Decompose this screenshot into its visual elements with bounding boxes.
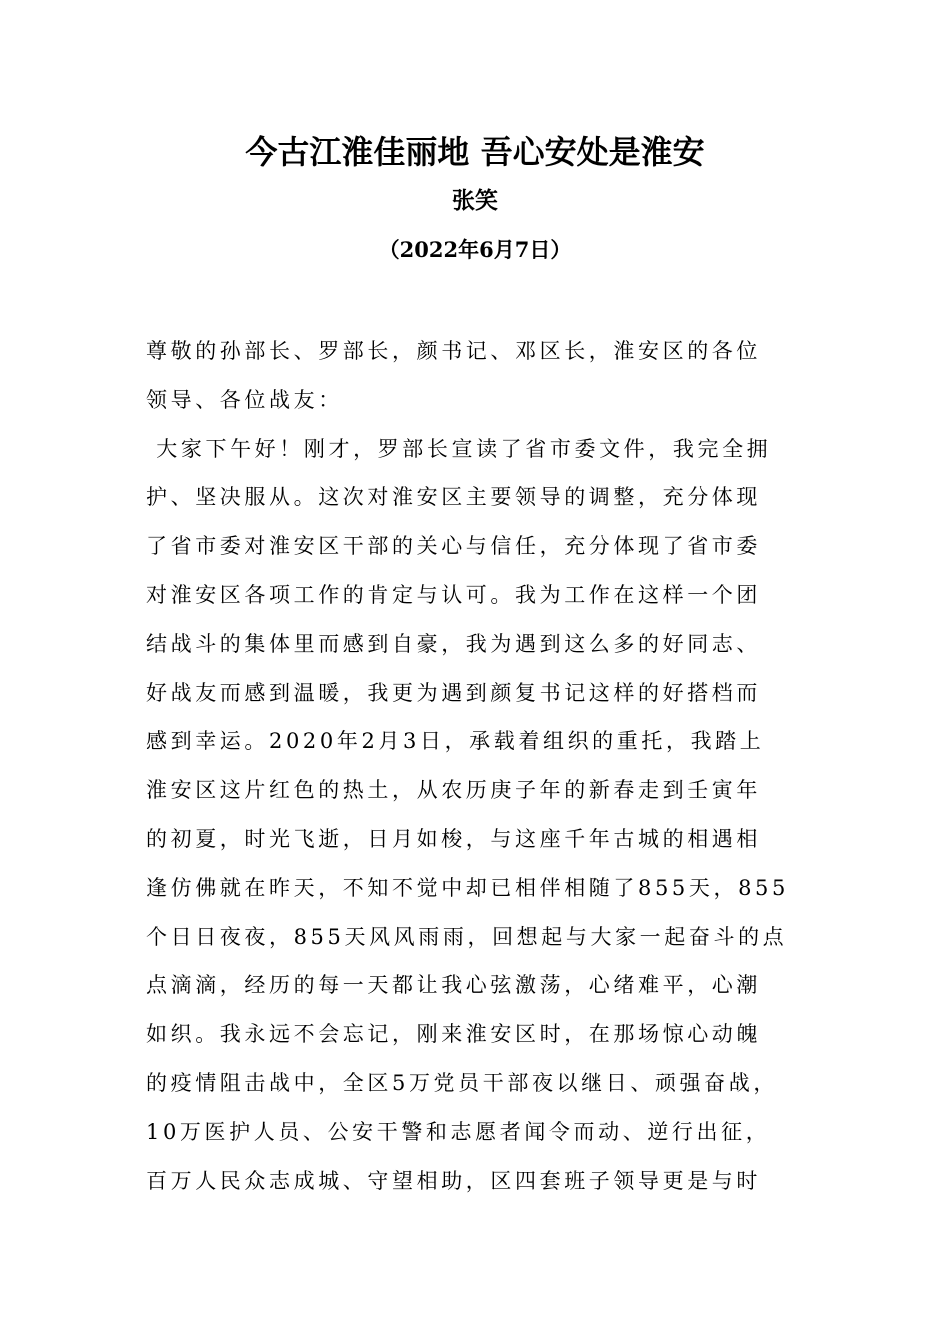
body-line: 感到幸运。2020年2月3日，承载着组织的重托，我踏上 (146, 729, 765, 754)
document-author: 张笑 (452, 188, 498, 214)
body-line: 淮安区这片红色的热土，从农历庚子年的新春走到壬寅年 (146, 778, 761, 803)
document-date: （2022年6月7日） (378, 237, 572, 262)
body-line: 大家下午好！刚才，罗部长宣读了省市委文件，我完全拥 (146, 436, 772, 461)
body-line: 的初夏，时光飞逝，日月如梭，与这座千年古城的相遇相 (146, 826, 761, 851)
body-line: 了省市委对淮安区干部的关心与信任，充分体现了省市委 (146, 534, 761, 559)
body-line: 如织。我永远不会忘记，刚来淮安区时，在那场惊心动魄 (146, 1022, 761, 1047)
document-body (146, 327, 812, 1205)
body-line: 领导、各位战友： (146, 387, 343, 412)
body-line: 对淮安区各项工作的肯定与认可。我为工作在这样一个团 (146, 582, 761, 607)
body-line: 结战斗的集体里而感到自豪，我为遇到这么多的好同志、 (146, 631, 761, 656)
body-line: 护、坚决服从。这次对淮安区主要领导的调整，充分体现 (146, 485, 761, 510)
body-line: 逢仿佛就在昨天，不知不觉中却已相伴相随了855天，855 (146, 875, 789, 900)
body-line: 点滴滴，经历的每一天都让我心弦激荡，心绪难平，心潮 (146, 973, 761, 998)
body-line: 尊敬的孙部长、罗部长，颜书记、邓区长，淮安区的各位 (146, 339, 761, 363)
body-line: 的疫情阻击战中，全区5万党员干部夜以继日、顽强奋战， (146, 1070, 778, 1095)
body-line: 10万医护人员、公安干警和志愿者闻令而动、逆行出征， (146, 1119, 771, 1144)
body-line: 个日日夜夜，855天风风雨雨，回想起与大家一起奋斗的点 (146, 924, 788, 949)
body-line: 好战友而感到温暖，我更为遇到颜复书记这样的好搭档而 (146, 680, 761, 705)
document-title: 今古江淮佳丽地 吾心安处是淮安 (245, 133, 705, 171)
body-line: 百万人民众志成城、守望相助，区四套班子领导更是与时 (146, 1168, 761, 1193)
